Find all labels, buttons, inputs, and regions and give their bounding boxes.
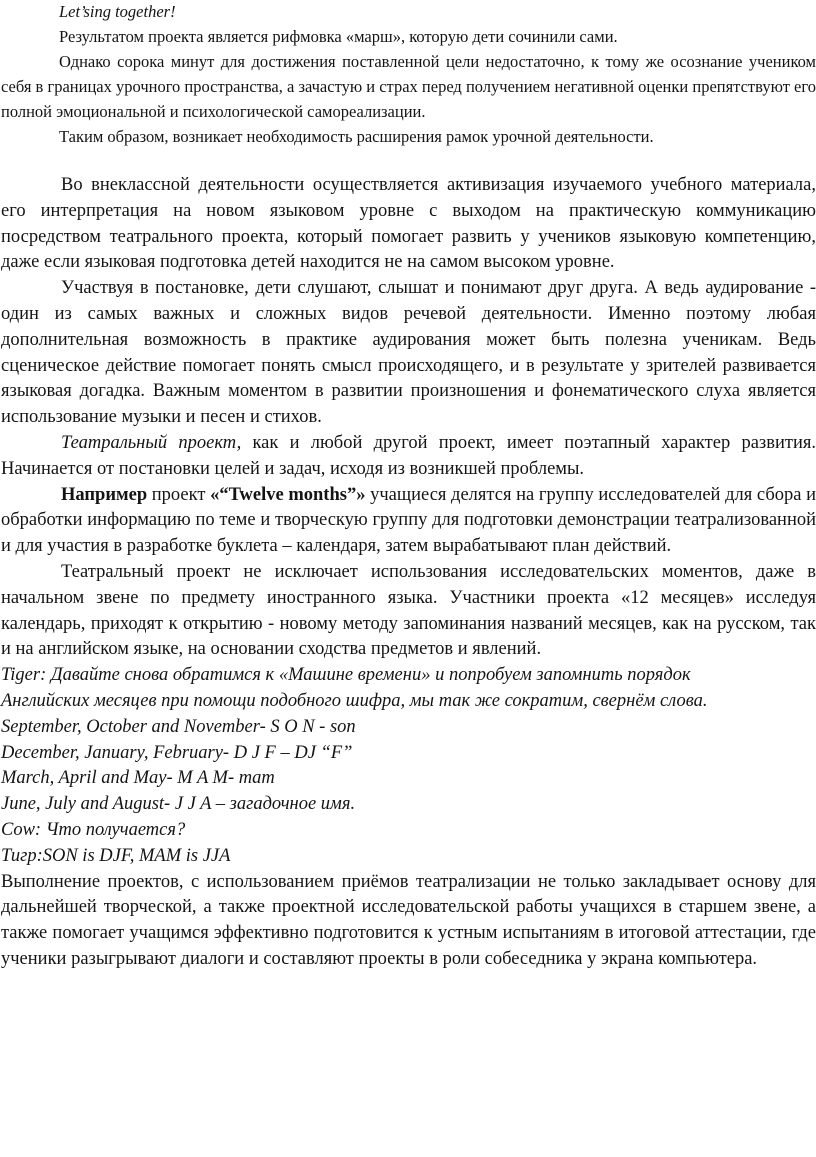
paragraph-3: Таким образом, возникает необходимость расширения рамок урочной деятельности.: [59, 127, 654, 146]
paragraph-7-mid: проект: [147, 484, 211, 505]
paragraph-5: Участвуя в постановке, дети слушают, слышат и понимают друг друга. А ведь аудирование - один из самых важных и сложных видов речевой деятельности. Именно поэтому любая дополнительная возможность в практике аудирования может быть полезна ученикам. Ведь сценическое действие помогает понять смысл происходящего, и в результате у зрителей развивается языковая догадка. Важным моментом в развитии произношения и фонематического слуха является использование музыки и песен и стихов.: [1, 278, 816, 428]
paragraph-1: Результатом проекта является рифмовка «марш», которую дети сочинили сами.: [59, 27, 618, 46]
dialog-line: Английских месяцев при помощи подобного шифра, мы так же сократим, свернём слова.: [1, 690, 708, 711]
spacer: [1, 149, 816, 173]
dialog-line: Cow: Что получается?: [1, 819, 186, 840]
paragraph-7: [1, 483, 816, 560]
dialog-block: [1, 663, 816, 869]
paragraph-4: Во внеклассной деятельности осуществляется активизация изучаемого учебного материала, его интерпретация на новом языковом уровне с выходом на практическую коммуникацию посредством театрального проекта, который помогает развить у учеников языковую компетенцию, даже если языковая подготовка детей находится не на самом высоком уровне.: [1, 175, 816, 273]
paragraph-8: Театральный проект не исключает использования исследовательских моментов, даже в начальном звене по предмету иностранного языка. Участники проекта «12 месяцев» исследуя календарь, приходят к открытию - новому методу запоминания названий месяцев, как на русском, так и на английском языке, на основании сходства предметов и явлений.: [1, 561, 816, 660]
dialog-line: December, January, February- D J F – DJ “F”: [1, 742, 353, 763]
paragraph-7-project-title: «“Twelve months”»: [210, 484, 366, 505]
dialog-line: September, October and November- S O N - son: [1, 716, 356, 737]
dialog-line: Тигр:SON is DJF, MAM is JJA: [1, 845, 231, 866]
section-heading: Let’sing together!: [59, 2, 176, 21]
dialog-line: Tiger: Давайте снова обратимся к «Машине времени» и попробуем запомнить порядок: [1, 665, 691, 686]
dialog-line: June, July and August- J J A – загадочное имя.: [1, 794, 356, 815]
dialog-line: March, April and May- M A M- mam: [1, 768, 275, 789]
paragraph-7-text: учащиеся делятся на группу исследователей для сбора и обработки информацию по теме и творческую группу для подготовки демонстрации театрализованной и для участия в разработке буклета – календаря, затем вырабатывают план действий.: [1, 484, 816, 557]
paragraph-2: Однако сорока минут для достижения поставленной цели недостаточно, к тому же осознание учеником себя в границах урочного пространства, а зачастую и страх перед получением негативной оценки препятствуют его полной эмоциональной и психологической самореализации.: [1, 52, 816, 121]
paragraph-7-bold-lead: Например: [61, 484, 148, 505]
paragraph-6-italic: Театральный проект,: [61, 432, 242, 453]
paragraph-6-text: как и любой другой проект, имеет поэтапный характер развития. Начинается от постановки целей и задач, исходя из возникшей проблемы.: [1, 432, 816, 479]
paragraph-6: [1, 431, 816, 483]
paragraph-9: Выполнение проектов, с использованием приёмов театрализации не только закладывает основу для дальнейшей творческой, а также проектной исследовательской работы учащихся в старшем звене, а также помогает учащимся эффективно подготовится к устным испытаниям в итоговой аттестации, где ученики разыгрывают диалоги и составляют проекты в роли собеседника у экрана компьютера.: [1, 871, 816, 969]
